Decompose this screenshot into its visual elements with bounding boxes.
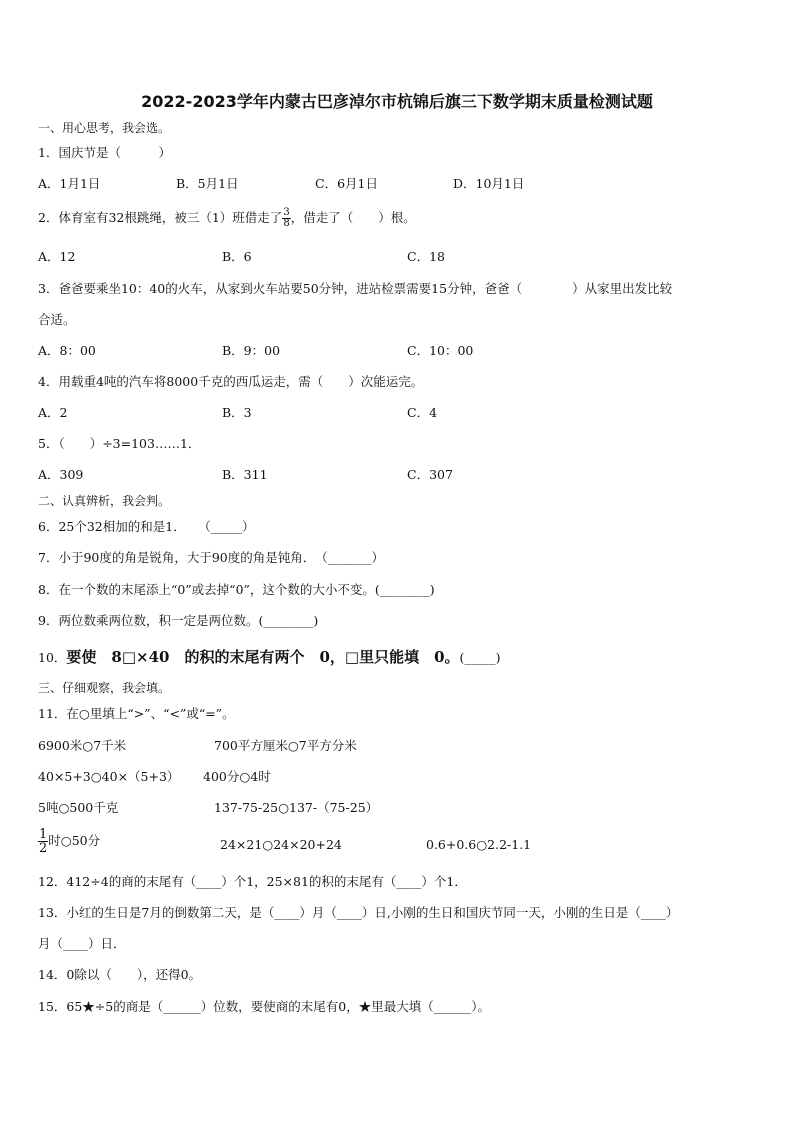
question-3: 3．爸爸要乘坐10：40的火车，从家到火车站要50分钟，进站检票需要15分钟，爸爸（ ）从家里出发比较 — [38, 281, 673, 296]
q1-option-b: B．5月1日 — [176, 176, 239, 191]
question-12: 12．412÷4的商的末尾有（____）个1，25×81的积的末尾有（____）个1． — [38, 874, 467, 889]
q5-option-b: B．311 — [222, 467, 268, 482]
fraction-denominator: 2 — [39, 841, 48, 856]
fraction-denominator: 8 — [283, 218, 290, 229]
q11-item-1a: 6900米○7千米 — [38, 738, 127, 753]
q11-item-4a — [38, 828, 100, 855]
q2-option-a: A．12 — [38, 249, 76, 264]
q11-item-2b: 400分○4时 — [203, 769, 271, 784]
q11-item-3a: 5吨○500千克 — [38, 800, 119, 815]
question-3-continued: 合适。 — [38, 312, 76, 327]
question-6: 6．25个32相加的和是1． （_____） — [38, 519, 255, 534]
question-13: 13．小红的生日是7月的倒数第二天，是（____）月（____）日,小刚的生日和国庆节同一天，小刚的生日是（____） — [38, 905, 679, 920]
fraction-numerator: 3 — [283, 207, 290, 218]
fraction-three-eighths — [282, 208, 290, 229]
q11-item-4a-text: 时○50分 — [48, 833, 101, 848]
q1-option-a: A．1月1日 — [38, 176, 101, 191]
q2-text-before: 2．体育室有32根跳绳，被三（1）班借走了 — [38, 210, 283, 225]
question-7: 7．小于90度的角是锐角，大于90度的角是钝角． （_______） — [38, 550, 385, 565]
q11-item-2a: 40×5+3○40×（5+3） — [38, 769, 180, 784]
question-1: 1．国庆节是（ ） — [38, 145, 171, 160]
q10-number: 10． — [38, 650, 67, 665]
section-heading-choice: 一、用心思考，我会选。 — [38, 121, 171, 135]
q2-text-after: ，借走了（ ）根。 — [290, 210, 416, 225]
q1-option-d: D．10月1日 — [453, 176, 525, 191]
q11-item-1b: 700平方厘米○7平方分米 — [214, 738, 357, 753]
question-10 — [38, 650, 501, 665]
question-11: 11．在○里填上“>”、“<”或“=”。 — [38, 706, 235, 721]
q11-item-4b: 24×21○24×20+24 — [220, 837, 342, 852]
question-15: 15．65★÷5的商是（______）位数，要使商的末尾有0，★里最大填（______）。 — [38, 999, 490, 1014]
question-13-continued: 月（____）日． — [38, 936, 126, 951]
q4-option-c: C．4 — [407, 405, 438, 420]
q10-blank: (_____) — [459, 650, 501, 665]
q3-option-c: C．10：00 — [407, 343, 474, 358]
q2-option-c: C．18 — [407, 249, 445, 264]
q3-option-b: B．9：00 — [222, 343, 281, 358]
section-heading-judge: 二、认真辨析，我会判。 — [38, 494, 171, 508]
q4-option-b: B．3 — [222, 405, 252, 420]
q11-item-3b: 137-75-25○137-（75-25） — [214, 800, 379, 815]
section-heading-fill: 三、仔细观察，我会填。 — [38, 681, 171, 695]
question-4: 4．用载重4吨的汽车将8000千克的西瓜运走，需（ ）次能运完。 — [38, 374, 424, 389]
q2-option-b: B．6 — [222, 249, 252, 264]
q11-item-4c: 0.6+0.6○2.2-1.1 — [426, 837, 532, 852]
q1-option-c: C．6月1日 — [315, 176, 378, 191]
fraction-one-half — [38, 828, 48, 855]
q4-option-a: A．2 — [38, 405, 68, 420]
question-9: 9．两位数乘两位数，积一定是两位数。(________) — [38, 613, 319, 628]
page-title: 2022-2023学年内蒙古巴彦淖尔市杭锦后旗三下数学期末质量检测试题 — [141, 92, 653, 111]
q5-option-c: C．307 — [407, 467, 453, 482]
fraction-numerator: 1 — [39, 827, 48, 842]
question-14: 14．0除以（ ），还得0。 — [38, 967, 202, 982]
question-2 — [38, 208, 416, 229]
q10-text: 要使 8□×40 的积的末尾有两个 0，□里只能填 0。 — [66, 648, 460, 666]
q3-option-a: A．8：00 — [38, 343, 96, 358]
q5-option-a: A．309 — [38, 467, 84, 482]
question-8: 8．在一个数的末尾添上“0”或去掉“0”，这个数的大小不变。(________) — [38, 582, 435, 597]
question-5: 5．（ ）÷3=103……1． — [38, 436, 201, 451]
